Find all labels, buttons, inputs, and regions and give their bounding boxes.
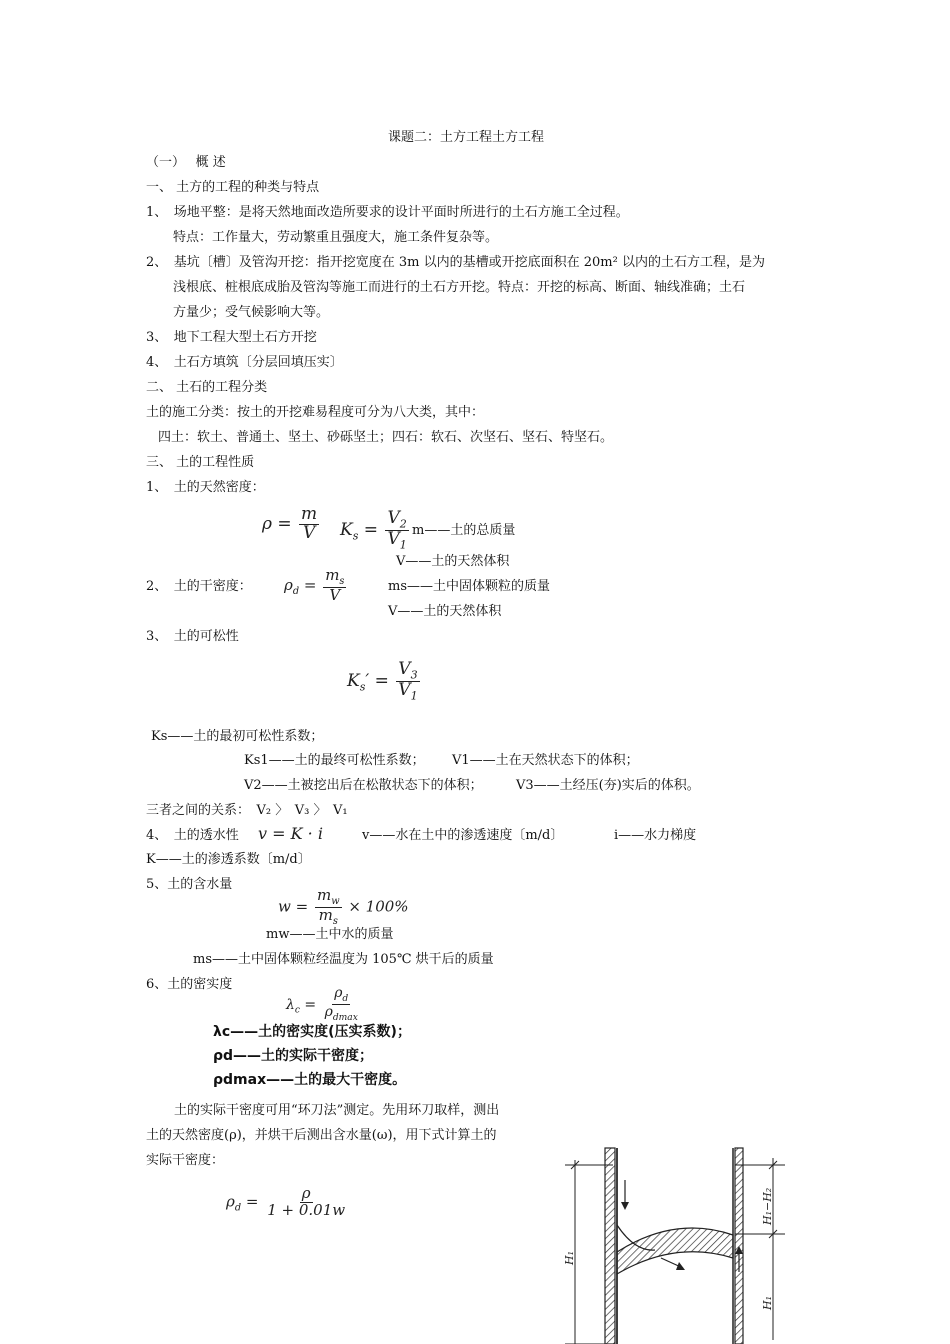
def-ms-dry: ms——土中固体颗粒经温度为 105℃ 烘干后的质量 (193, 952, 494, 967)
property-4: 4、 土的透水性 (146, 828, 239, 843)
property-3: 3、 土的可松性 (146, 629, 239, 644)
heading-3: 三、 土的工程性质 (146, 455, 255, 470)
formula-ks: $K_s$ = $\frac{V_2}{V_1}$ (340, 508, 407, 552)
formula-permeability: v = K · i (258, 824, 323, 843)
property-2: 2、 土的干密度： (146, 579, 252, 594)
def-lambda: λc——土的密实度(压实系数)； (213, 1024, 411, 1040)
def-gradient: i——水力梯度 (614, 828, 697, 843)
item-3: 3、 地下工程大型土石方开挖 (146, 330, 317, 345)
item-1-note: 特点：工作量大，劳动繁重且强度大，施工条件复杂等。 (173, 230, 499, 245)
label-h1: H₁ (563, 1250, 576, 1265)
permeameter-diagram (555, 1140, 800, 1344)
formula-density: ρ = $\frac{m}{V}$ (262, 504, 318, 543)
def-m: m——土的总质量 (412, 523, 516, 538)
def-k: K——土的渗透系数〔m/d〕 (146, 852, 311, 867)
formula-ks-prime: $K_s'$ = $\frac{V_3}{V_1}$ (347, 659, 418, 703)
def-v1: V1——土在天然状态下的体积； (452, 753, 639, 768)
heading-1: 一、 土方的工程的种类与特点 (146, 180, 320, 195)
formula-actual-dry-density: $\rho_d$ = $\frac{\rho}{1 + 0.01w}$ (226, 1184, 346, 1219)
def-v3: V3——土经压(夯)实后的体积。 (516, 778, 700, 793)
label-h2: H₁ (761, 1295, 774, 1310)
paragraph-line2: 土的天然密度(ρ)，并烘干后测出含水量(ω)，用下式计算土的 (146, 1128, 497, 1143)
classification-list: 四土：软土、普通土、坚土、砂砾坚土；四石：软石、次坚石、坚石、特坚石。 (158, 430, 614, 445)
item-4: 4、 土石方填筑〔分层回填压实〕 (146, 355, 343, 370)
item-2-line2: 浅根底、桩根底成胎及管沟等施工而进行的土石方开挖。特点：开挖的标高、断面、轴线准确；土石 (173, 280, 746, 295)
paragraph-line3: 实际干密度： (146, 1153, 225, 1168)
formula-water-content: w = $\frac{m_w}{m_s}$ × 100% (278, 886, 409, 928)
paragraph-line1: 土的实际干密度可用“环刀法”测定。先用环刀取样，测出 (174, 1103, 500, 1118)
def-rho-dmax: ρdmax——土的最大干密度。 (213, 1072, 407, 1088)
def-velocity: v——水在土中的渗透速度〔m/d〕 (362, 828, 564, 843)
def-v2-loose: V2——土被挖出后在松散状态下的体积； (244, 778, 483, 793)
item-2-line3: 方量少；受气候影响大等。 (173, 305, 330, 320)
formula-dry-density: $\rho_d$ = $\frac{m_s}{V}$ (284, 566, 345, 605)
def-ks1: Ks1——土的最终可松性系数； (244, 753, 425, 768)
item-1: 1、 场地平整：是将天然地面改造所要求的设计平面时所进行的土石方施工全过程。 (146, 205, 629, 220)
section-overview: （一） 概 述 (146, 155, 226, 170)
def-rho-d: ρd——土的实际干密度； (213, 1048, 374, 1064)
def-ms: ms——土中固体颗粒的质量 (388, 579, 550, 594)
def-mw: mw——土中水的质量 (266, 927, 394, 942)
formula-compactness: $\lambda_c$ = $\frac{\rho_d}{\rho_{dmax}}$ (286, 985, 358, 1024)
property-6: 6、土的密实度 (146, 977, 233, 992)
page-title: 课题二：土方工程土方工程 (388, 130, 545, 145)
label-h1-h2: H₁−H₂ (761, 1187, 774, 1225)
def-v2: V——土的天然体积 (388, 604, 502, 619)
soil-sample-pipe (617, 1228, 733, 1274)
def-ks: Ks——土的最初可松性系数； (151, 729, 324, 744)
heading-2: 二、 土石的工程分类 (146, 380, 268, 395)
item-2-line1: 2、 基坑〔槽〕及管沟开挖：指开挖宽度在 3m 以内的基槽或开挖底面积在 20m² 以内的土石方工程，是为 (146, 255, 765, 270)
left-tube-wall (605, 1148, 615, 1344)
property-5: 5、土的含水量 (146, 877, 233, 892)
classification-text: 土的施工分类：按土的开挖难易程度可分为八大类，其中： (146, 405, 485, 420)
property-1: 1、 土的天然密度： (146, 480, 265, 495)
relation: 三者之间的关系： V₂ 〉 V₃ 〉 V₁ (146, 803, 348, 818)
def-v: V——土的天然体积 (396, 554, 510, 569)
